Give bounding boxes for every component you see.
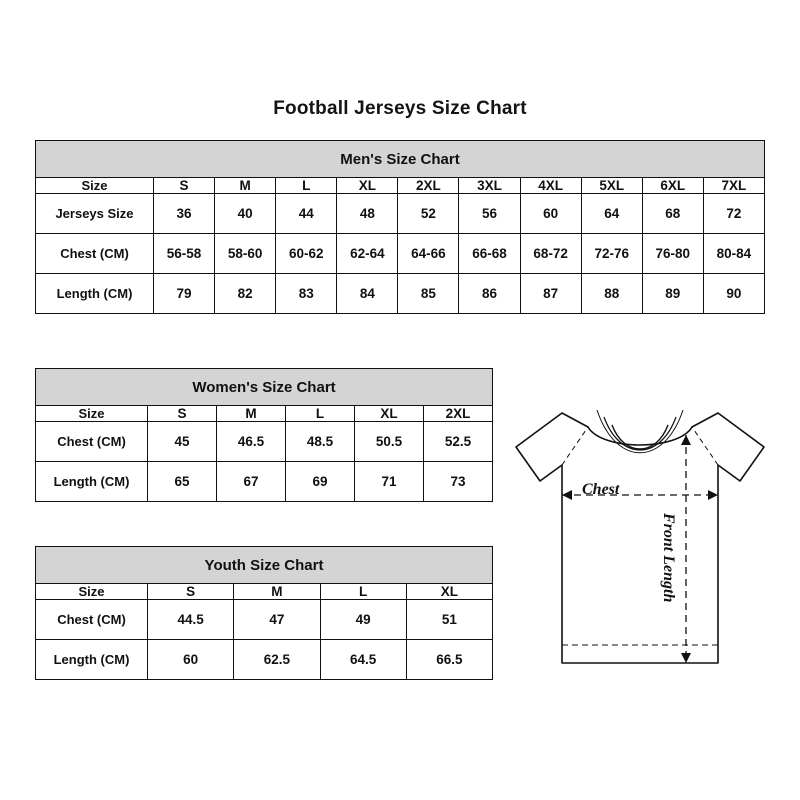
table-cell: 90 bbox=[703, 274, 764, 314]
table-cell: 66-68 bbox=[459, 234, 520, 274]
table-header-row bbox=[36, 178, 765, 194]
size-header-cell: 7XL bbox=[703, 178, 764, 194]
table-header-row bbox=[36, 406, 493, 422]
table-cell: 60-62 bbox=[276, 234, 337, 274]
column-header-size: Size bbox=[36, 178, 154, 194]
size-header-cell: 6XL bbox=[642, 178, 703, 194]
row-label: Chest (CM) bbox=[36, 234, 154, 274]
table-cell: 83 bbox=[276, 274, 337, 314]
row-label: Chest (CM) bbox=[36, 422, 148, 462]
size-header-cell: S bbox=[148, 406, 217, 422]
row-label: Chest (CM) bbox=[36, 600, 148, 640]
table-row bbox=[36, 600, 493, 640]
mens-size-chart bbox=[35, 140, 765, 314]
size-header-cell: M bbox=[234, 584, 320, 600]
column-header-size: Size bbox=[36, 584, 148, 600]
size-header-cell: L bbox=[276, 178, 337, 194]
table-cell: 62-64 bbox=[337, 234, 398, 274]
table-cell: 60 bbox=[148, 640, 234, 680]
table-cell: 85 bbox=[398, 274, 459, 314]
table-cell: 87 bbox=[520, 274, 581, 314]
table-cell: 68-72 bbox=[520, 234, 581, 274]
table-cell: 47 bbox=[234, 600, 320, 640]
table-cell: 52.5 bbox=[424, 422, 493, 462]
table-cell: 60 bbox=[520, 194, 581, 234]
row-label: Length (CM) bbox=[36, 462, 148, 502]
front-length-measure-label: Front Length bbox=[660, 513, 677, 603]
size-header-cell: XL bbox=[406, 584, 492, 600]
table-cell: 80-84 bbox=[703, 234, 764, 274]
table-cell: 64 bbox=[581, 194, 642, 234]
table-cell: 58-60 bbox=[215, 234, 276, 274]
table-row bbox=[36, 274, 765, 314]
size-header-cell: 2XL bbox=[398, 178, 459, 194]
chest-measure-label: Chest bbox=[582, 481, 620, 498]
mens-table-caption: Men's Size Chart bbox=[36, 141, 765, 178]
size-header-cell: L bbox=[286, 406, 355, 422]
table-row bbox=[36, 422, 493, 462]
size-header-cell: 5XL bbox=[581, 178, 642, 194]
womens-table-caption: Women's Size Chart bbox=[36, 369, 493, 406]
table-cell: 65 bbox=[148, 462, 217, 502]
size-header-cell: L bbox=[320, 584, 406, 600]
table-header-row bbox=[36, 584, 493, 600]
table-cell: 45 bbox=[148, 422, 217, 462]
youth-size-chart bbox=[35, 546, 493, 680]
table-cell: 52 bbox=[398, 194, 459, 234]
size-header-cell: 4XL bbox=[520, 178, 581, 194]
table-cell: 73 bbox=[424, 462, 493, 502]
table-cell: 62.5 bbox=[234, 640, 320, 680]
table-cell: 76-80 bbox=[642, 234, 703, 274]
size-header-cell: 3XL bbox=[459, 178, 520, 194]
row-label: Length (CM) bbox=[36, 640, 148, 680]
table-cell: 51 bbox=[406, 600, 492, 640]
table-cell: 89 bbox=[642, 274, 703, 314]
table-cell: 48 bbox=[337, 194, 398, 234]
table-caption-row bbox=[36, 547, 493, 584]
table-cell: 86 bbox=[459, 274, 520, 314]
table-cell: 66.5 bbox=[406, 640, 492, 680]
table-row bbox=[36, 462, 493, 502]
table-cell: 64-66 bbox=[398, 234, 459, 274]
table-cell: 79 bbox=[154, 274, 215, 314]
row-label: Jerseys Size bbox=[36, 194, 154, 234]
size-header-cell: XL bbox=[337, 178, 398, 194]
table-cell: 69 bbox=[286, 462, 355, 502]
size-header-cell: 2XL bbox=[424, 406, 493, 422]
table-cell: 72 bbox=[703, 194, 764, 234]
column-header-size: Size bbox=[36, 406, 148, 422]
table-cell: 71 bbox=[355, 462, 424, 502]
table-cell: 46.5 bbox=[217, 422, 286, 462]
table-cell: 40 bbox=[215, 194, 276, 234]
table-cell: 82 bbox=[215, 274, 276, 314]
table-cell: 56-58 bbox=[154, 234, 215, 274]
table-row bbox=[36, 234, 765, 274]
size-header-cell: XL bbox=[355, 406, 424, 422]
table-cell: 88 bbox=[581, 274, 642, 314]
table-cell: 67 bbox=[217, 462, 286, 502]
table-cell: 48.5 bbox=[286, 422, 355, 462]
size-header-cell: M bbox=[217, 406, 286, 422]
table-cell: 36 bbox=[154, 194, 215, 234]
size-header-cell: S bbox=[154, 178, 215, 194]
size-header-cell: S bbox=[148, 584, 234, 600]
table-cell: 84 bbox=[337, 274, 398, 314]
table-cell: 44.5 bbox=[148, 600, 234, 640]
tshirt-measurement-diagram bbox=[500, 395, 780, 695]
youth-table-caption: Youth Size Chart bbox=[36, 547, 493, 584]
table-row bbox=[36, 640, 493, 680]
size-header-cell: M bbox=[215, 178, 276, 194]
row-label: Length (CM) bbox=[36, 274, 154, 314]
table-cell: 72-76 bbox=[581, 234, 642, 274]
table-cell: 44 bbox=[276, 194, 337, 234]
womens-size-chart bbox=[35, 368, 493, 502]
tshirt-icon bbox=[500, 395, 780, 695]
table-cell: 68 bbox=[642, 194, 703, 234]
page-title: Football Jerseys Size Chart bbox=[273, 98, 527, 119]
table-caption-row bbox=[36, 141, 765, 178]
table-cell: 49 bbox=[320, 600, 406, 640]
table-cell: 50.5 bbox=[355, 422, 424, 462]
table-caption-row bbox=[36, 369, 493, 406]
table-cell: 56 bbox=[459, 194, 520, 234]
table-cell: 64.5 bbox=[320, 640, 406, 680]
table-row bbox=[36, 194, 765, 234]
